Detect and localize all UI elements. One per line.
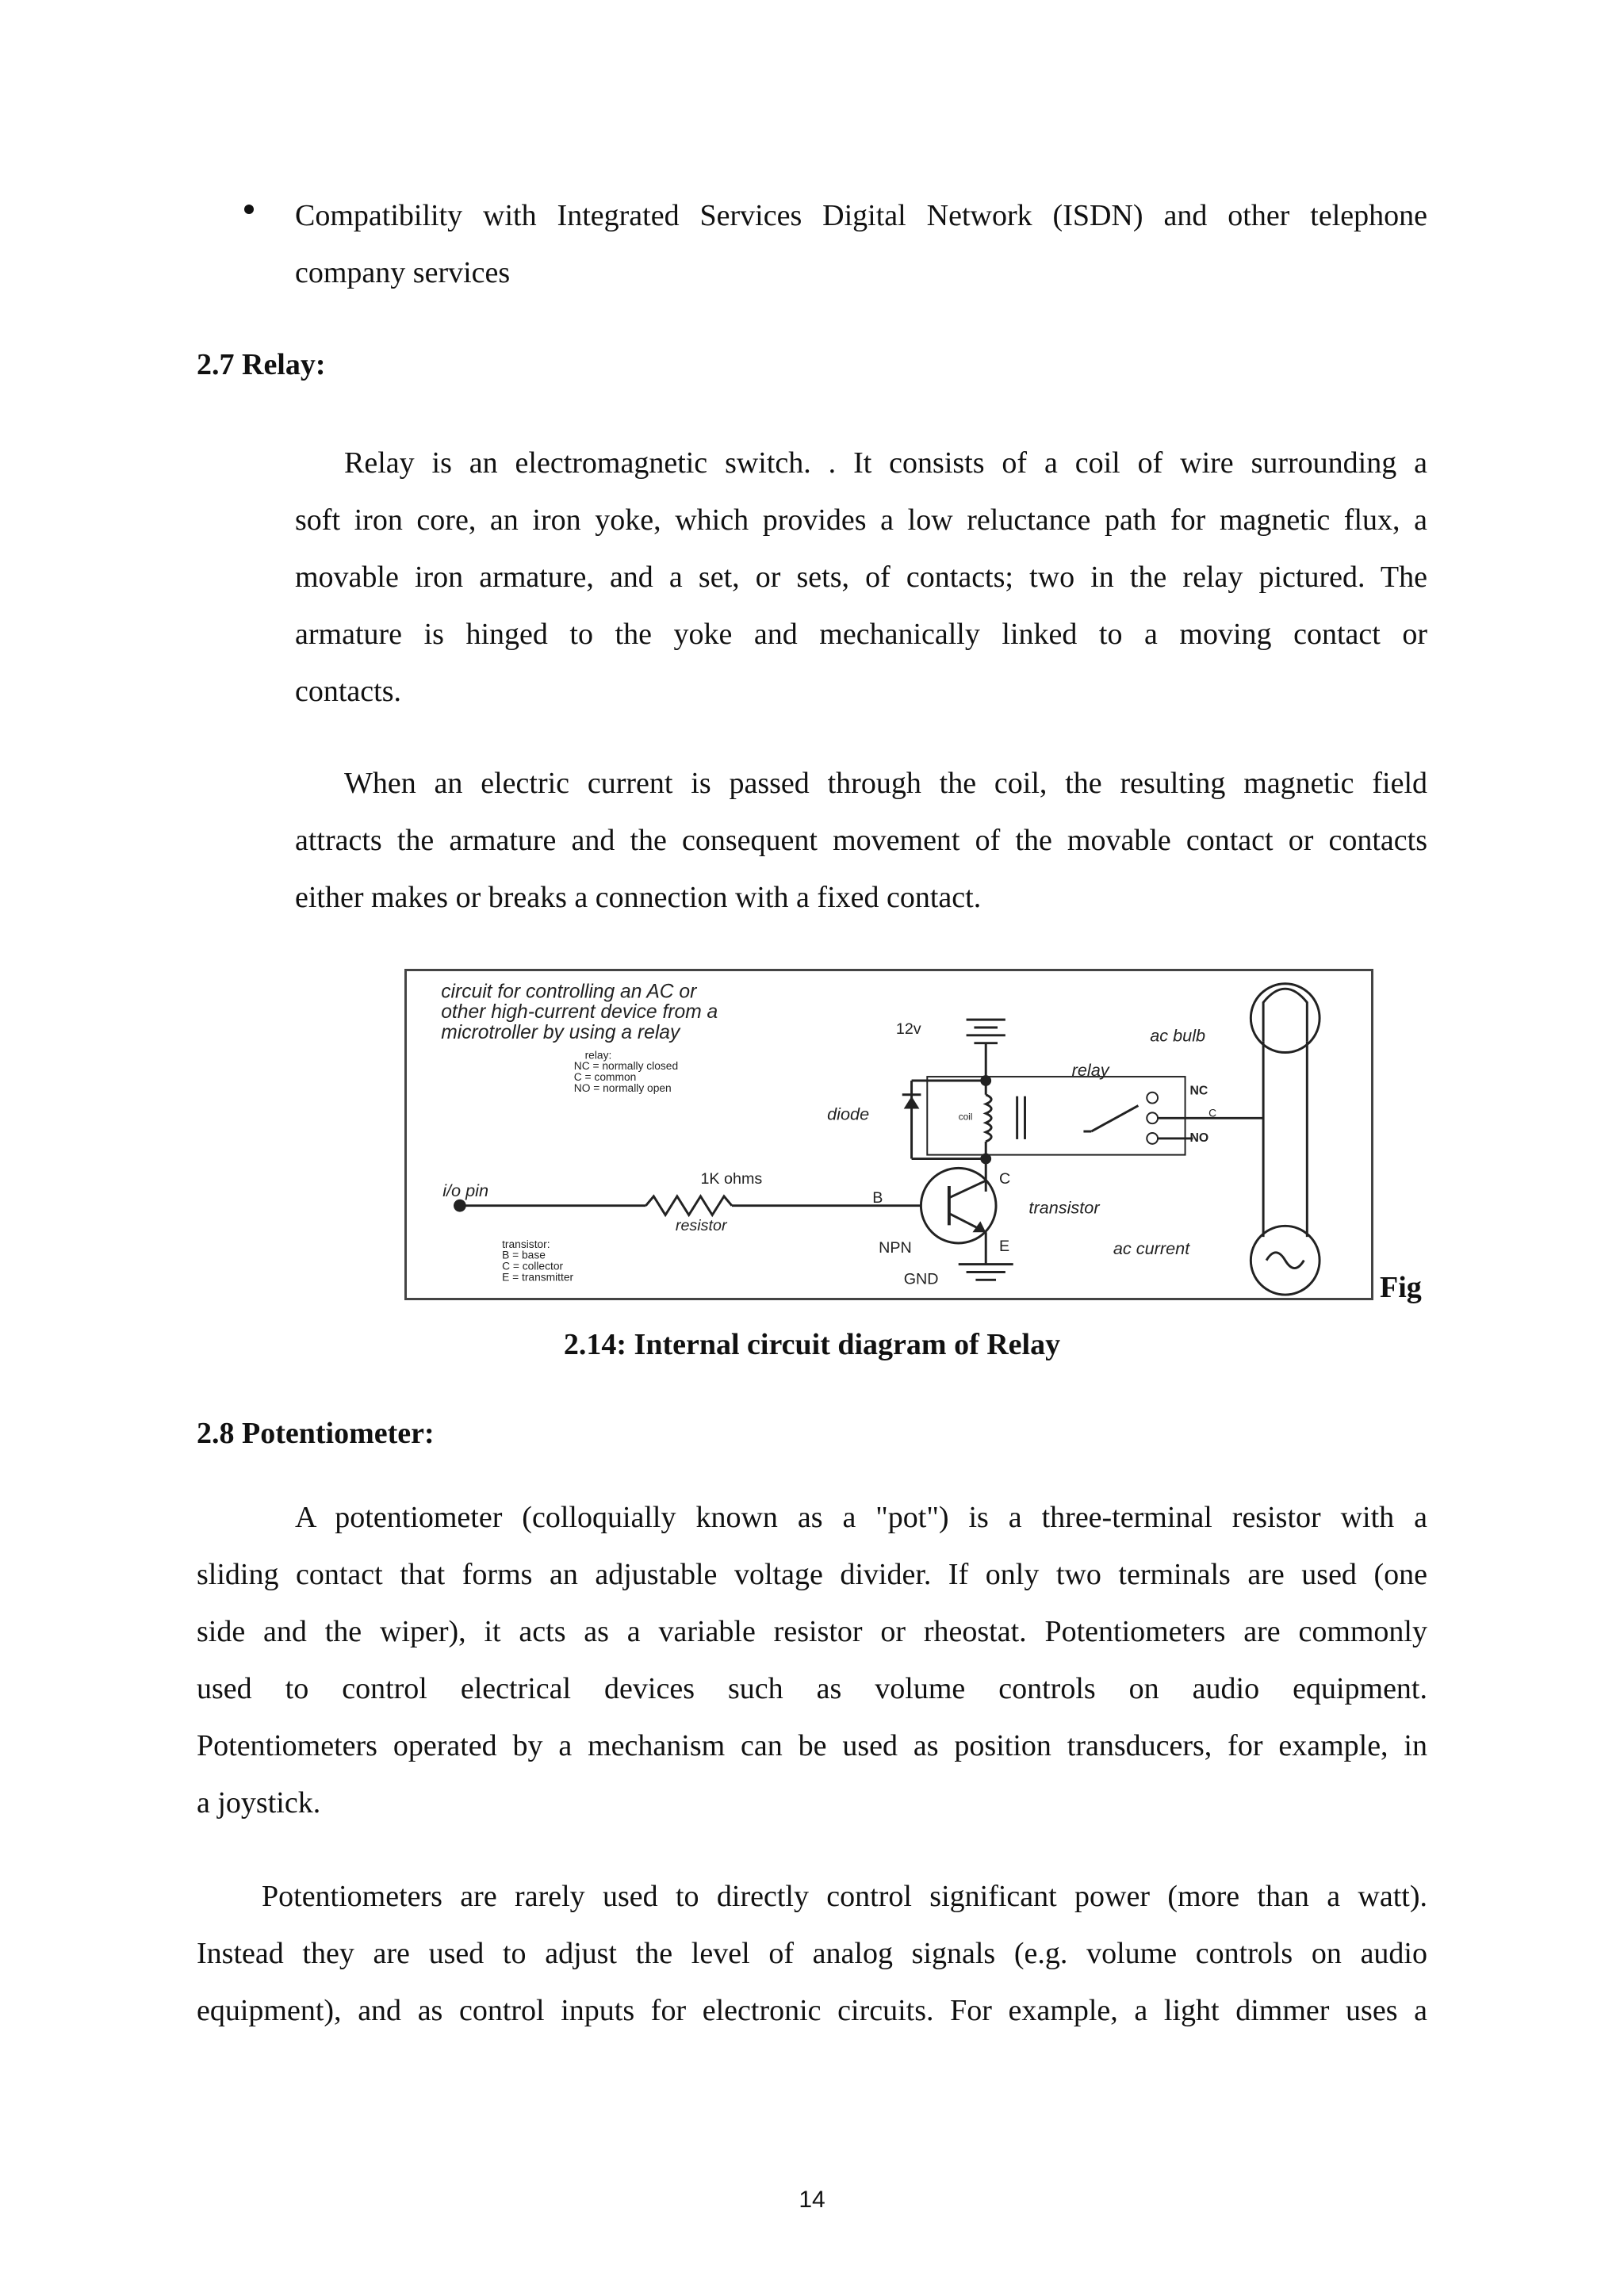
label-transistor: transistor (1028, 1197, 1100, 1218)
relay-para2-line: When an electric current is passed through the coil, the resulting magnetic field (344, 767, 1427, 800)
transistor-legend-line: B = base (502, 1249, 546, 1261)
label-coil: coil (958, 1111, 973, 1123)
transistor-legend-line: E = transmitter (502, 1271, 574, 1284)
section-heading-relay: 2.7 Relay: (197, 348, 326, 381)
bullet-icon (244, 205, 254, 214)
pot-para1-line: sliding contact that forms an adjustable voltage divider. If only two terminals are used (one (197, 1558, 1427, 1591)
figure-caption-prefix: Fig (1380, 1271, 1422, 1304)
label-ac-current: ac current (1113, 1238, 1190, 1258)
coil-symbol (986, 1095, 991, 1142)
label-ac-bulb: ac bulb (1150, 1025, 1206, 1046)
pot-para1-line: used to control electrical devices such as volume controls on audio equipment. (197, 1672, 1427, 1705)
pot-para1-line: Potentiometers operated by a mechanism can be used as position transducers, for example, in (197, 1729, 1427, 1762)
label-1k-ohms: 1K ohms (700, 1170, 763, 1188)
relay-para2-line: either makes or breaks a connection with a fixed contact. (295, 881, 982, 914)
label-e: E (998, 1237, 1010, 1255)
relay-para1-line: movable iron armature, and a set, or sets, of contacts; two in the relay pictured. The (295, 561, 1427, 594)
relay-para1-line: soft iron core, an iron yoke, which provides a low reluctance path for magnetic flux, a (295, 503, 1427, 537)
figure-title-line: circuit for controlling an AC or (441, 981, 697, 1003)
ac-bulb-symbol (1251, 984, 1320, 1053)
c-contact (1147, 1112, 1158, 1123)
pot-para1-line: a joystick. (197, 1786, 321, 1820)
relay-para1-line: Relay is an electromagnetic switch. . It consists of a coil of wire surrounding a (344, 446, 1427, 480)
label-c: C (1208, 1107, 1217, 1119)
figure-caption: 2.14: Internal circuit diagram of Relay (563, 1328, 1061, 1361)
label-no: NO (1189, 1131, 1209, 1145)
pot-para1-line: A potentiometer (colloquially known as a "pot") is a three-terminal resistor with a (295, 1501, 1427, 1534)
relay-circuit-diagram (407, 971, 1371, 1298)
label-gnd: GND (903, 1270, 939, 1288)
nc-contact (1147, 1093, 1158, 1104)
transistor-legend-line: C = collector (502, 1260, 564, 1272)
label-diode: diode (827, 1104, 870, 1124)
relay-para2-line: attracts the armature and the consequent movement of the movable contact or contacts (295, 824, 1427, 857)
pot-para2-line: equipment), and as control inputs for electronic circuits. For example, a light dimmer uses a (197, 1994, 1427, 2027)
diode-symbol (904, 1096, 920, 1109)
relay-para1-line: armature is hinged to the yoke and mechanically linked to a moving contact or (295, 618, 1427, 651)
figure-title-line: microtroller by using a relay (441, 1021, 680, 1043)
relay-legend-line: C = common (573, 1070, 637, 1083)
transistor-legend-line: transistor: (502, 1238, 550, 1250)
resistor-symbol (645, 1196, 731, 1215)
pot-para2-line: Instead they are used to adjust the level of analog signals (e.g. volume controls on audio (197, 1937, 1427, 1970)
bullet-line-2: company services (295, 256, 511, 289)
bulb-filament (1263, 989, 1307, 1042)
relay-legend-line: NC = normally closed (573, 1060, 679, 1073)
page-number: 14 (799, 2187, 825, 2213)
label-relay: relay (1071, 1060, 1109, 1081)
label-npn: NPN (879, 1238, 912, 1257)
figure-title-line: other high-current device from a (441, 1001, 718, 1024)
section-heading-potentiometer: 2.8 Potentiometer: (197, 1417, 435, 1450)
transistor-collector (949, 1181, 986, 1198)
bullet-line-1: Compatibility with Integrated Services Digital Network (ISDN) and other telephone (295, 199, 1427, 232)
relay-circuit-figure (404, 969, 1373, 1300)
pot-para2-line: Potentiometers are rarely used to directly control significant power (more than a watt). (262, 1880, 1427, 1913)
label-12v: 12v (895, 1020, 921, 1038)
pot-para1-line: side and the wiper), it acts as a variable resistor or rheostat. Potentiometers are commonly (197, 1615, 1427, 1648)
label-resistor: resistor (675, 1217, 727, 1235)
armature (1091, 1106, 1138, 1132)
relay-legend-line: relay: (584, 1049, 612, 1062)
ac-wave (1266, 1253, 1304, 1269)
label-io-pin: i/o pin (442, 1180, 489, 1200)
no-contact (1147, 1133, 1158, 1144)
relay-para1-line: contacts. (295, 675, 402, 708)
label-c-pin: C (998, 1170, 1011, 1188)
relay-legend-line: NO = normally open (573, 1081, 672, 1094)
label-b: B (872, 1188, 883, 1207)
label-nc: NC (1189, 1084, 1208, 1098)
